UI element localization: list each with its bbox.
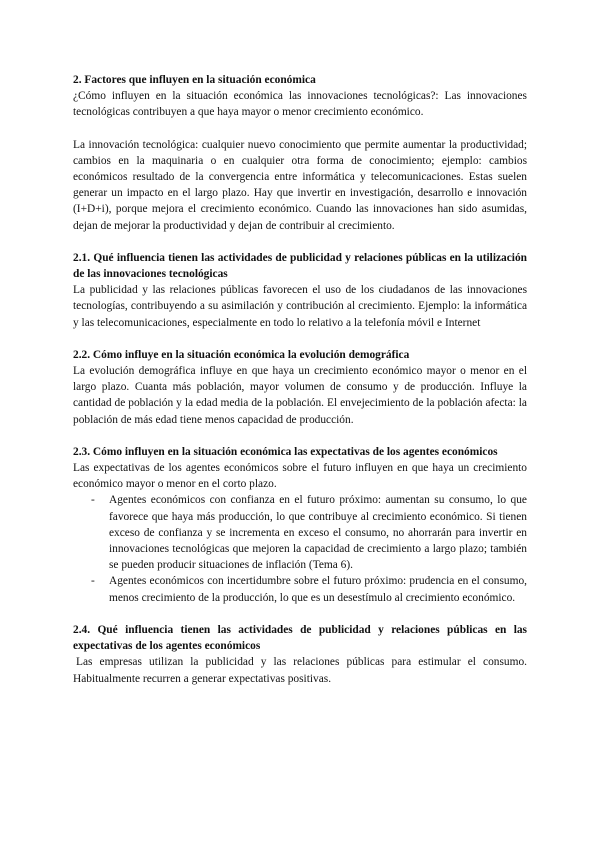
section-2-heading: 2. Factores que influyen en la situación económica bbox=[73, 74, 316, 86]
section-2-3-bullet-list bbox=[73, 492, 527, 605]
spacer bbox=[73, 121, 527, 137]
spacer bbox=[73, 428, 527, 444]
document-page bbox=[73, 72, 527, 687]
section-2-1-body: La publicidad y las relaciones públicas favorecen el uso de los ciudadanos de las innovaciones tecnologías, contribuyendo a su asimilación y contribución al crecimiento. Ejemplo: la informática y las telecomunicaciones, especialmente en todo lo relativo a la telefonía móvil e Internet bbox=[73, 284, 527, 329]
spacer bbox=[73, 331, 527, 347]
list-item bbox=[73, 492, 527, 573]
bullet-dash: - bbox=[91, 494, 95, 507]
section-2-intro: ¿Cómo influyen en la situación económica las innovaciones tecnológicas?: Las innovaciones tecnológicas contribuyen a que haya mayor o menor crecimiento económico. bbox=[73, 90, 527, 119]
section-2-2-heading: 2.2. Cómo influye en la situación económica la evolución demográfica bbox=[73, 348, 410, 361]
section-2-1-heading: 2.1. Qué influencia tienen las actividades de publicidad y relaciones públicas en la utilización de las innovaciones tecnológicas bbox=[73, 251, 527, 281]
bullet-text: Agentes económicos con confianza en el futuro próximo: aumentan su consumo, lo que favorece que haya más producción, lo que contribuye al crecimiento económico. Si tienen exceso de confianza y se incrementa en exceso el consumo, no ahorrarán para invertir en innovaciones tecnológicas que mejoren la capacidad de crecimiento a largo plazo; también se pueden producir situaciones de inflación (Tema 6). bbox=[109, 494, 527, 572]
section-2-4-body: Las empresas utilizan la publicidad y las relaciones públicas para estimular el consumo. Habitualmente recurren a generar expectativas positivas. bbox=[73, 656, 527, 685]
section-2-4-heading: 2.4. Qué influencia tienen las actividades de publicidad y relaciones públicas en las expectativas de los agentes económicos bbox=[73, 623, 527, 653]
list-item bbox=[73, 573, 527, 605]
bullet-text: Agentes económicos con incertidumbre sobre el futuro próximo: prudencia en el consumo, menos crecimiento de la producción, lo que es un desestímulo al crecimiento económico. bbox=[109, 575, 527, 604]
section-2-2-body: La evolución demográfica influye en que haya un crecimiento económico mayor o menor en el largo plazo. Cuanta más población, mayor volumen de consumo y de producción. Influye la cantidad de población y la edad media de la población. El envejecimiento de la población afecta: la población de más edad tiene menos capacidad de producción. bbox=[73, 365, 527, 426]
section-2-body: La innovación tecnológica: cualquier nuevo conocimiento que permite aumentar la productividad; cambios en la maquinaria o en cualquier otra forma de conocimiento; ejemplo: cambios económicos resultado de la convergencia entre informática y telecomunicaciones. Estas suelen generar un impacto en el largo plazo. Hay que invertir en investigación, desarrollo e innovación (I+D+i), porque mejora el crecimiento económico. Cuando las innovaciones han sido asumidas, dejan de mejorar la productividad y dejan de contribuir al crecimiento. bbox=[73, 138, 527, 232]
bullet-dash: - bbox=[91, 575, 95, 588]
section-2-3-body: Las expectativas de los agentes económicos sobre el futuro influyen en que haya un crecimiento económico mayor o menor en el corto plazo. bbox=[73, 462, 527, 491]
spacer bbox=[73, 606, 527, 622]
section-2-3-heading: 2.3. Cómo influyen en la situación económica las expectativas de los agentes económicos bbox=[73, 445, 498, 458]
spacer bbox=[73, 234, 527, 250]
